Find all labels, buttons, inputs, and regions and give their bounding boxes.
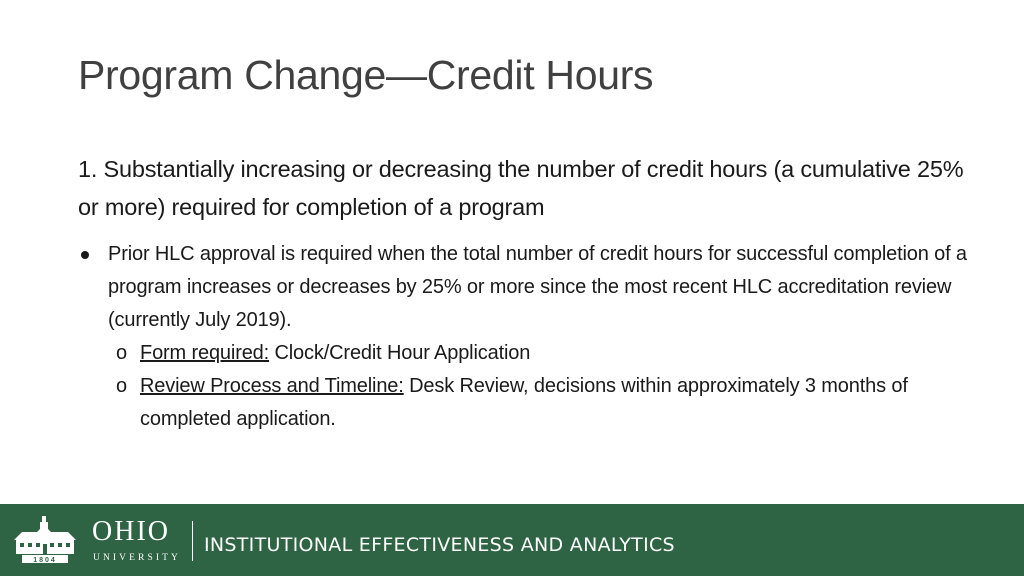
ohio-wordmark: OHIO [92, 516, 170, 547]
sub-item-text: Clock/Credit Hour Application [269, 342, 531, 364]
unit-name: INSTITUTIONAL EFFECTIVENESS AND ANALYTICS [204, 534, 675, 556]
sub-item-label: Review Process and Timeline: [140, 375, 404, 397]
circle-bullet-icon: o [116, 375, 127, 397]
sub-item-form-required [78, 337, 978, 370]
footer-bar [0, 504, 1024, 576]
slide-title: Program Change—Credit Hours [78, 52, 654, 98]
university-wordmark: UNIVERSITY [93, 553, 181, 563]
seal-year: 1804 [33, 557, 57, 564]
circle-bullet-icon: o [116, 342, 127, 364]
sub-item-label: Form required: [140, 342, 270, 364]
lead-paragraph: 1. Substantially increasing or decreasing the number of credit hours (a cumulative 25% or more) required for completion of a program [78, 156, 964, 220]
bullet-text: Prior HLC approval is required when the total number of credit hours for successful completion of a program increases or decreases by 25% or more since the most recent HLC accreditation review (currently July 2019). [108, 243, 967, 331]
bullet-item [78, 238, 978, 337]
sub-item-review-process [78, 370, 978, 436]
cutler-hall-logo-icon [10, 514, 80, 564]
bullet-dot-icon [81, 251, 89, 259]
footer-divider [192, 521, 193, 561]
sub-item-text: Desk Review, decisions within approximately 3 months of completed application. [140, 375, 908, 430]
slide-body [78, 150, 978, 436]
